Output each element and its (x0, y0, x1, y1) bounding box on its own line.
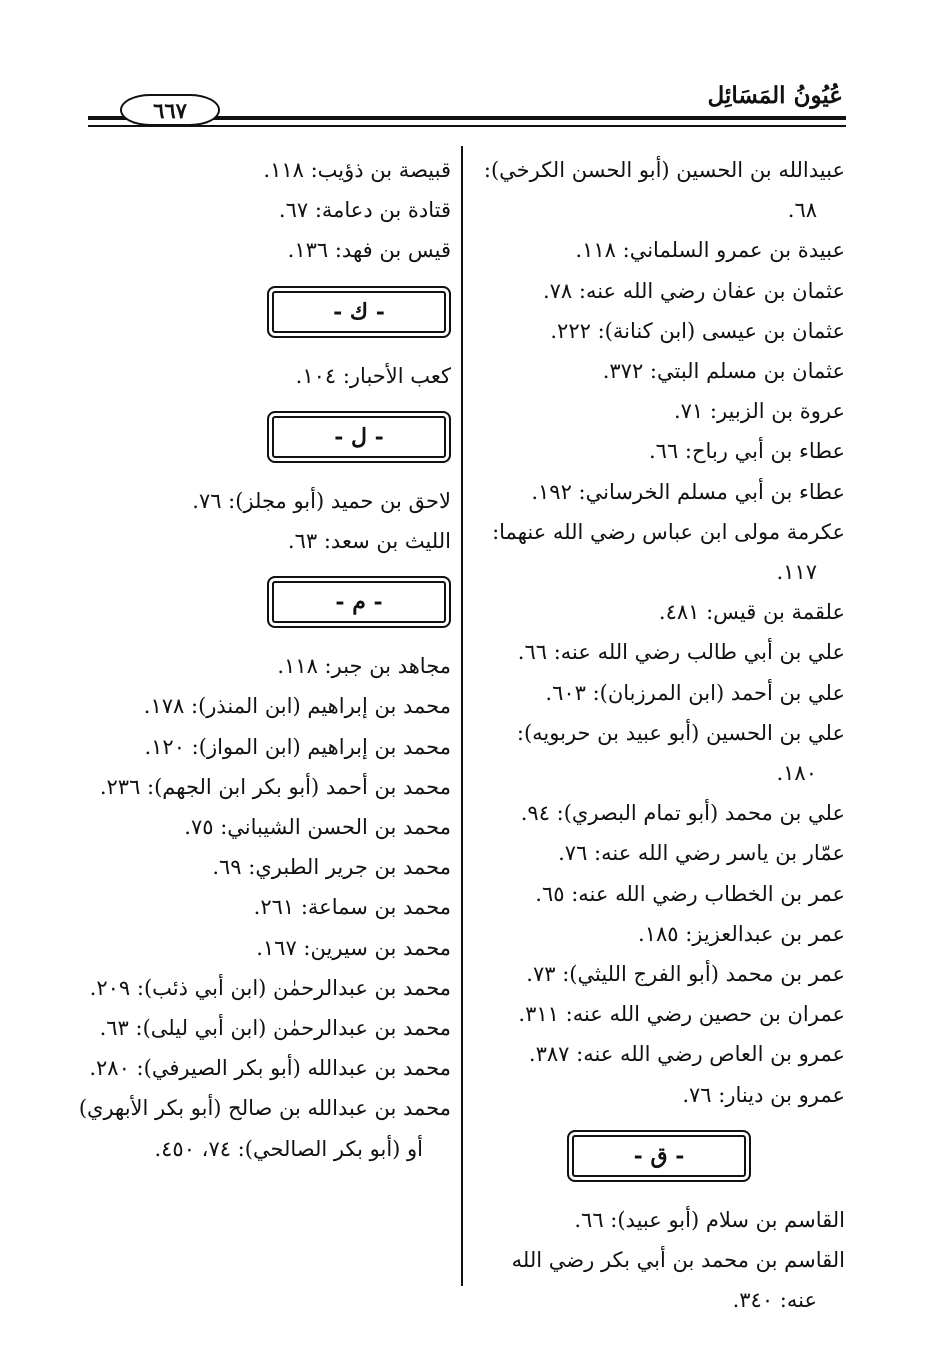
column-divider (461, 146, 463, 1286)
index-entry: قبيصة بن ذؤيب: ١١٨. (263, 158, 451, 182)
index-entry: القاسم بن سلام (أبو عبيد): ٦٦. (574, 1207, 845, 1232)
index-entry: عمران بن حصين رضي الله عنه: ٣١١. (518, 1002, 845, 1027)
index-entry: محمد بن الحسن الشيباني: ٧٥. (184, 815, 451, 840)
index-entry: محمد بن إبراهيم (ابن المنذر): ١٧٨. (143, 694, 451, 719)
index-entry: عثمان بن عفان رضي الله عنه: ٧٨. (542, 278, 845, 303)
index-entry: قيس بن فهد: ١٣٦. (287, 238, 451, 263)
index-entry: عمرو بن دينار: ٧٦. (682, 1082, 845, 1107)
section-heading-lam (75, 411, 451, 461)
section-letter: - ل - (267, 411, 451, 463)
index-entry: لاحق بن حميد (أبو مجلز): ٧٦. (192, 488, 451, 513)
index-entry: عكرمة مولى ابن عباس رضي الله عنهما: ١١٧. (492, 519, 845, 585)
index-entry: عطاء بن أبي مسلم الخرساني: ١٩٢. (531, 479, 845, 504)
section-heading-kaf (75, 286, 451, 336)
index-entry: عمر بن عبدالعزيز: ١٨٥. (638, 921, 845, 946)
section-letter: - م - (267, 576, 451, 628)
index-entry: مجاهد بن جبر: ١١٨. (277, 654, 451, 679)
index-entry: محمد بن إبراهيم (ابن المواز): ١٢٠. (144, 734, 451, 759)
index-entry: عمر بن الخطاب رضي الله عنه: ٦٥. (535, 881, 845, 906)
index-entry: عثمان بن عيسى (ابن كنانة): ٢٢٢. (550, 318, 845, 343)
index-entry: عمرو بن العاص رضي الله عنه: ٣٨٧. (528, 1042, 845, 1067)
index-entry: القاسم بن محمد بن أبي بكر رضي الله عنه: ٣٤٠. (511, 1248, 845, 1313)
left-column (75, 150, 451, 1169)
index-entry: محمد بن أحمد (أبو بكر ابن الجهم): ٢٣٦. (99, 774, 451, 799)
index-entry: علي بن أحمد (ابن المرزبان): ٦٠٣. (545, 680, 845, 705)
index-entry: علي بن محمد (أبو تمام البصري): ٩٤. (520, 801, 845, 826)
index-entry: قتادة بن دعامة: ٦٧. (278, 198, 451, 223)
index-entry: عمّار بن ياسر رضي الله عنه: ٧٦. (558, 841, 845, 866)
index-entry: عمر بن محمد (أبو الفرج الليثي): ٧٣. (526, 962, 845, 987)
index-entry: محمد بن عبدالرحمٰن (ابن أبي ذئب): ٢٠٩. (89, 975, 451, 1000)
section-letter: - ك - (267, 286, 451, 338)
book-title: عُيُونُ المَسَائِل (707, 82, 843, 109)
index-entry: محمد بن سيرين: ١٦٧. (256, 935, 451, 960)
index-entry: محمد بن سماعة: ٢٦١. (253, 895, 451, 920)
page-number: ٦٦٧ (120, 94, 220, 126)
index-entry: عطاء بن أبي رباح: ٦٦. (648, 439, 845, 464)
index-entry: محمد بن عبدالرحمٰن (ابن أبي ليلى): ٦٣. (99, 1016, 451, 1041)
index-entry: عبيدة بن عمرو السلماني: ١١٨. (575, 238, 845, 263)
index-entry: عثمان بن مسلم البتي: ٣٧٢. (602, 359, 845, 384)
index-entry: علقمة بن قيس: ٤٨١. (658, 600, 845, 625)
index-entry: محمد بن جرير الطبري: ٦٩. (212, 855, 451, 880)
index-entry: كعب الأحبار: ١٠٤. (295, 363, 451, 388)
header-rule-thin (88, 125, 846, 127)
section-letter: - ق - (567, 1130, 751, 1182)
right-column (475, 150, 845, 1320)
section-heading-mim (75, 576, 451, 626)
index-entry: عروة بن الزبير: ٧١. (673, 399, 845, 424)
index-entry: محمد بن عبدالله بن صالح (أبو بكر الأبهري) أو (أبو بكر الصالحي): ٧٤، ٤٥٠. (78, 1096, 451, 1161)
index-entry: محمد بن عبدالله (أبو بكر الصيرفي): ٢٨٠. (89, 1056, 451, 1081)
section-heading-qaf (475, 1130, 845, 1180)
index-entry: علي بن أبي طالب رضي الله عنه: ٦٦. (517, 640, 845, 665)
index-entry: الليث بن سعد: ٦٣. (287, 529, 451, 554)
index-entry: عبيدالله بن الحسين (أبو الحسن الكرخي): ٦٨. (483, 158, 845, 223)
index-entry: علي بن الحسين (أبو عبيد بن حربويه): ١٨٠. (516, 720, 845, 786)
